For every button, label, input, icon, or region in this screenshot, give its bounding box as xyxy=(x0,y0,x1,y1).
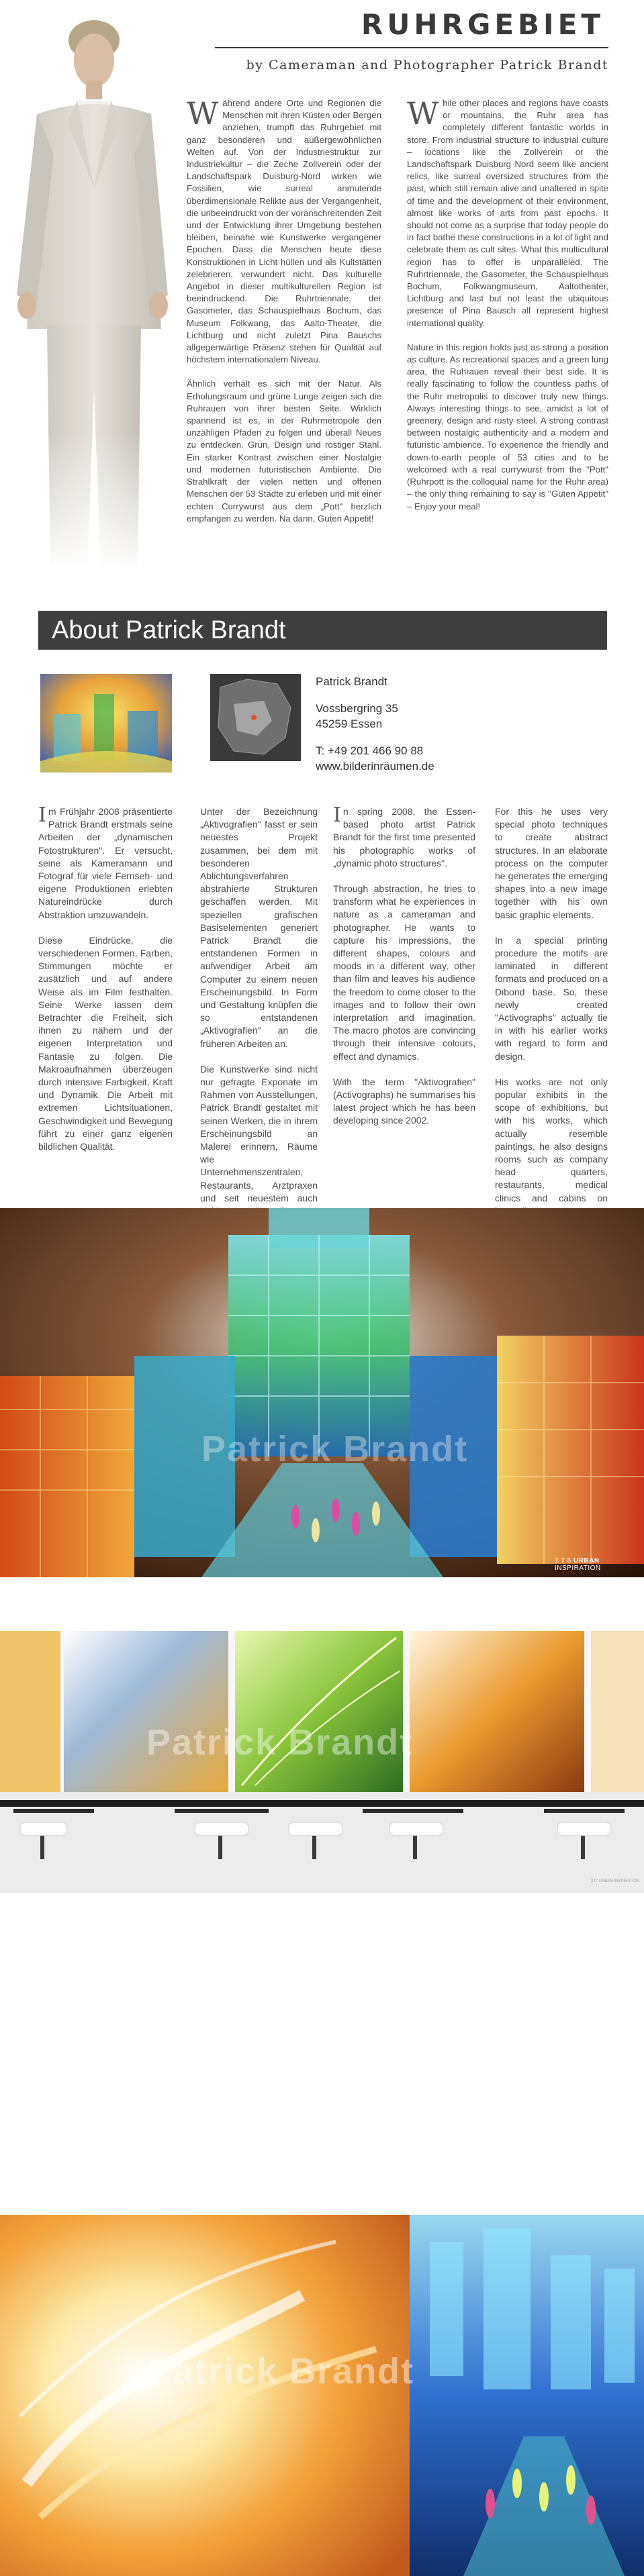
contact-phone[interactable]: T: +49 201 466 90 88 xyxy=(316,744,424,757)
intro-german-paragraph-2: Ähnlich verhält es sich mit der Natur. Als Erholungsraum und grüne Lunge zeigen sich die Ruhrauen von ihrer besten Seite. Wirklich spannend ist es, in der Ruhrmetropole den unzähligen Pfaden zu folgen und überall Neues zu entdecken. Grün, Design und rostiger Stahl. Ein starker Kontrast zwischen einer Nostalgie und modernen futuristischen Ambiente. Die Strahlkraft der vielen netten und offenen Menschen der 53 Städte zu erleben und mit einer echten Currywurst aus dem „Pott" herzlich empfangen zu werden. Na dann, Guten Appetit! xyxy=(187,379,381,524)
contact-city: 45259 Essen xyxy=(316,717,383,730)
intro-english-paragraph-2: Nature in this region holds just as strong a position as culture. As recreational spaces and a green lung area, the Ruhrauen reveal their best side. It is really fascinating to follow the countless paths of the Ruhr metropolis to discover truly new things. Always interesting things to see, amidst a lot of greenery, design and rusty steel. A strong contrast between nostalgic authenticity and a modern and futuristic ambience. To experience the friendly and down-to-earth people of 53 cities and to be welcomed with a real currywurst from the "Pott" (Ruhrpott is the colloquial name for the Ruhr area) – the only thing remaining to say is "Guten Appetit" – Enjoy your meal! xyxy=(407,342,608,511)
page-footer-small: 277 URBAN INSPIRATION xyxy=(591,1879,640,1883)
artwork-watermark: Patrick Brandt xyxy=(148,2351,415,2391)
intro-german-column xyxy=(187,97,381,537)
artwork-watermark: Patrick Brandt xyxy=(146,1722,414,1763)
photographer-portrait xyxy=(0,13,178,571)
about-paragraph: In a special printing procedure the motifs are laminated in different formats and produced on a Dibond base. So, these newly created "Activographs" actually tie in with his earlier works with regard to form and design. xyxy=(495,934,608,1062)
about-paragraph: In spring 2008, the Essen-based photo artist Patrick Brandt for the first time presented his photographic works of „dynamic photo structures". xyxy=(333,803,475,869)
about-german-column-1 xyxy=(38,805,173,1166)
activograph-artwork-pair xyxy=(0,2215,644,2576)
about-paragraph: Unter der Bezeichnung „Aktivografien" fasst er sein neuestes Projekt zusammen, bei dem mit besonderen Ablichtungsverfahren abstrahierte Strukturen geschaffen werden. Mit speziellen grafischen Basiselementen generiert Patrick Brandt die entstandenen Formen in aufwendiger Arbeit am Computer zu einem neuen Erscheinungsbild. In Form und Gestaltung knüpfen die so entstandenen „Aktivografien" an die früheren Arbeiten an. xyxy=(200,806,318,1049)
about-english-column-1 xyxy=(333,805,475,1140)
intro-german-paragraph-1: Während andere Orte und Regionen die Menschen mit ihren Küsten oder Bergen anziehen, trumpft das Ruhrgebiet mit ganz besonderen und außergewöhnlichen Welten auf. Von der Industriestruktur zur Industriekultur – die Zeche Zollverein oder der Landschaftspark Duisburg-Nord wirken wie Fossilien, wie surreal anmutende überdimensionale Relikte aus der Vergangenheit, die unbeeindruckt von der voranschreitenden Zeit und der Entwicklung ihrer Umgebung bestehen bleiben, beinahe wie Kunstwerke vergangener Epochen. Dass die Menschen heute diese Konstruktionen in Licht hüllen und als Kultstätten zelebrieren, verwundert nicht. Das kulturelle Angebot in dieser multikulturellen Region ist beeindruckend. Die Ruhrtriennale, der Gasometer, das Schauspielhaus Bochum, das Museum Folkwang, das Aalto-Theater, die Lichtburg und nicht zuletzt Pina Bauschs allgegenwärtige Präsenz stehen für Qualität auf höchstem internationalem Niveau. xyxy=(187,95,381,365)
about-english-column-2 xyxy=(495,805,608,1230)
location-map xyxy=(210,674,301,761)
about-paragraph: For this he uses very special photo techniques to create abstract structures. In an elaborate process on the computer he generates the emerging shapes into a new image together with his own basic graphic elements. xyxy=(495,806,608,920)
page-title: RUHRGEBIET xyxy=(361,8,604,41)
intro-english-paragraph-1: While other places and regions have coasts or mountains, the Ruhr area has completely different fantastic worlds in store. From industrial structure to industrial culture – locations like the Zollverein or the Landschaftspark Duisburg Nord seem like ancient relics, like surreal oversized structures from the past, which still remain alive and unaltered in spite of time and the development of their environment, almost like works of arts from past epochs. It should not come as a surprise that today people do in fact bathe these constructions in a lot of light and celebrate them as cult sites. What this multicultural region has to offer is unparalleled. The Ruhrtriennale, the Gasometer, the Schauspielhaus Bochum, Folkwangmuseum, Aaltotheater, Lichtburg and last but not least the ubiquitous presence of Pina Bausch all represent highest international quality. xyxy=(407,95,608,328)
dropcap: W xyxy=(187,95,219,132)
about-heading: About Patrick Brandt xyxy=(38,611,607,650)
contact-street: Vossbergring 35 xyxy=(316,702,398,715)
contact-name: Patrick Brandt xyxy=(316,675,387,688)
page-subtitle: by Cameraman and Photographer Patrick Brandt xyxy=(246,58,608,72)
contact-website[interactable]: www.bilderinräumen.de xyxy=(316,760,434,773)
about-paragraph: Im Frühjahr 2008 präsentierte Patrick Brandt erstmals seine Arbeiten der „dynamischen Fotostrukturen". Er versucht, seine als Kameramann und Fotograf für viele Fernseh- und eigene Produktionen erlebten Natureindrücke durch Abstraktion umzuwandeln. xyxy=(38,803,173,920)
about-paragraph: Diese Eindrücke, die verschiedenen Formen, Farben, Stimmungen möchte er zusätzlich und auf andere Weise als im Film festhalten. Seine Werke lassen dem Betrachter die Freiheit, sich ihnen zu nähern und der eigenen Interpretation und Fantasie zu folgen. Die Makroaufnahmen überzeugen durch intensive Farbigkeit, Kraft und Dynamik. Die Arbeit mit extremen Lichtsituationen, Geschwindigkeit und Bewegung führt zu einer ganz eigenen bildlichen Qualität. xyxy=(38,934,173,1152)
intro-english-column xyxy=(407,97,608,525)
dropcap: W xyxy=(407,95,439,132)
dropcap: I xyxy=(333,803,341,827)
dropcap: I xyxy=(38,803,46,827)
about-german-column-2 xyxy=(200,805,318,1230)
page-footer: 2 7 6 URBAN INSPIRATION xyxy=(555,1557,601,1572)
artwork-watermark: Patrick Brandt xyxy=(201,1429,469,1469)
activograph-artwork-city xyxy=(0,1208,644,1577)
about-paragraph: Die Kunstwerke sind nicht nur gefragte Exponate im Rahmen von Ausstellungen, Patrick Brandt gestaltet mit seinen Werken, die in ihrem Erscheinungsbild an Malerei erinnern, Räume wie Unternehmenszentralen, Restaurants, Arztpraxen und seit neuestem auch xyxy=(200,1063,318,1203)
artwork-thumbnail xyxy=(40,674,172,773)
contact-block xyxy=(316,674,484,774)
title-divider xyxy=(215,47,608,48)
about-paragraph: His works are not only popular exhibits in the scope of exhibitions, but with his works, which actually resemble paintings, he also designs rooms such as company head quarters, restaurants, medical clinics and cabins on xyxy=(495,1076,608,1203)
about-paragraph: With the term "Aktivografien" (Activographs) he summarises his latest project which he has been developing since 2002. xyxy=(333,1076,475,1126)
about-paragraph: Through abstraction, he tries to transform what he experiences in nature as a cameraman and photographer. He wants to capture his impressions, the different shapes, colours and moods in a different way, other than film and leaves his audience the freedom to come closer to the images and to follow their own interpretation and imagination. The macro photos are convincing through their intensive colours, effect and dynamics. xyxy=(333,883,475,1062)
